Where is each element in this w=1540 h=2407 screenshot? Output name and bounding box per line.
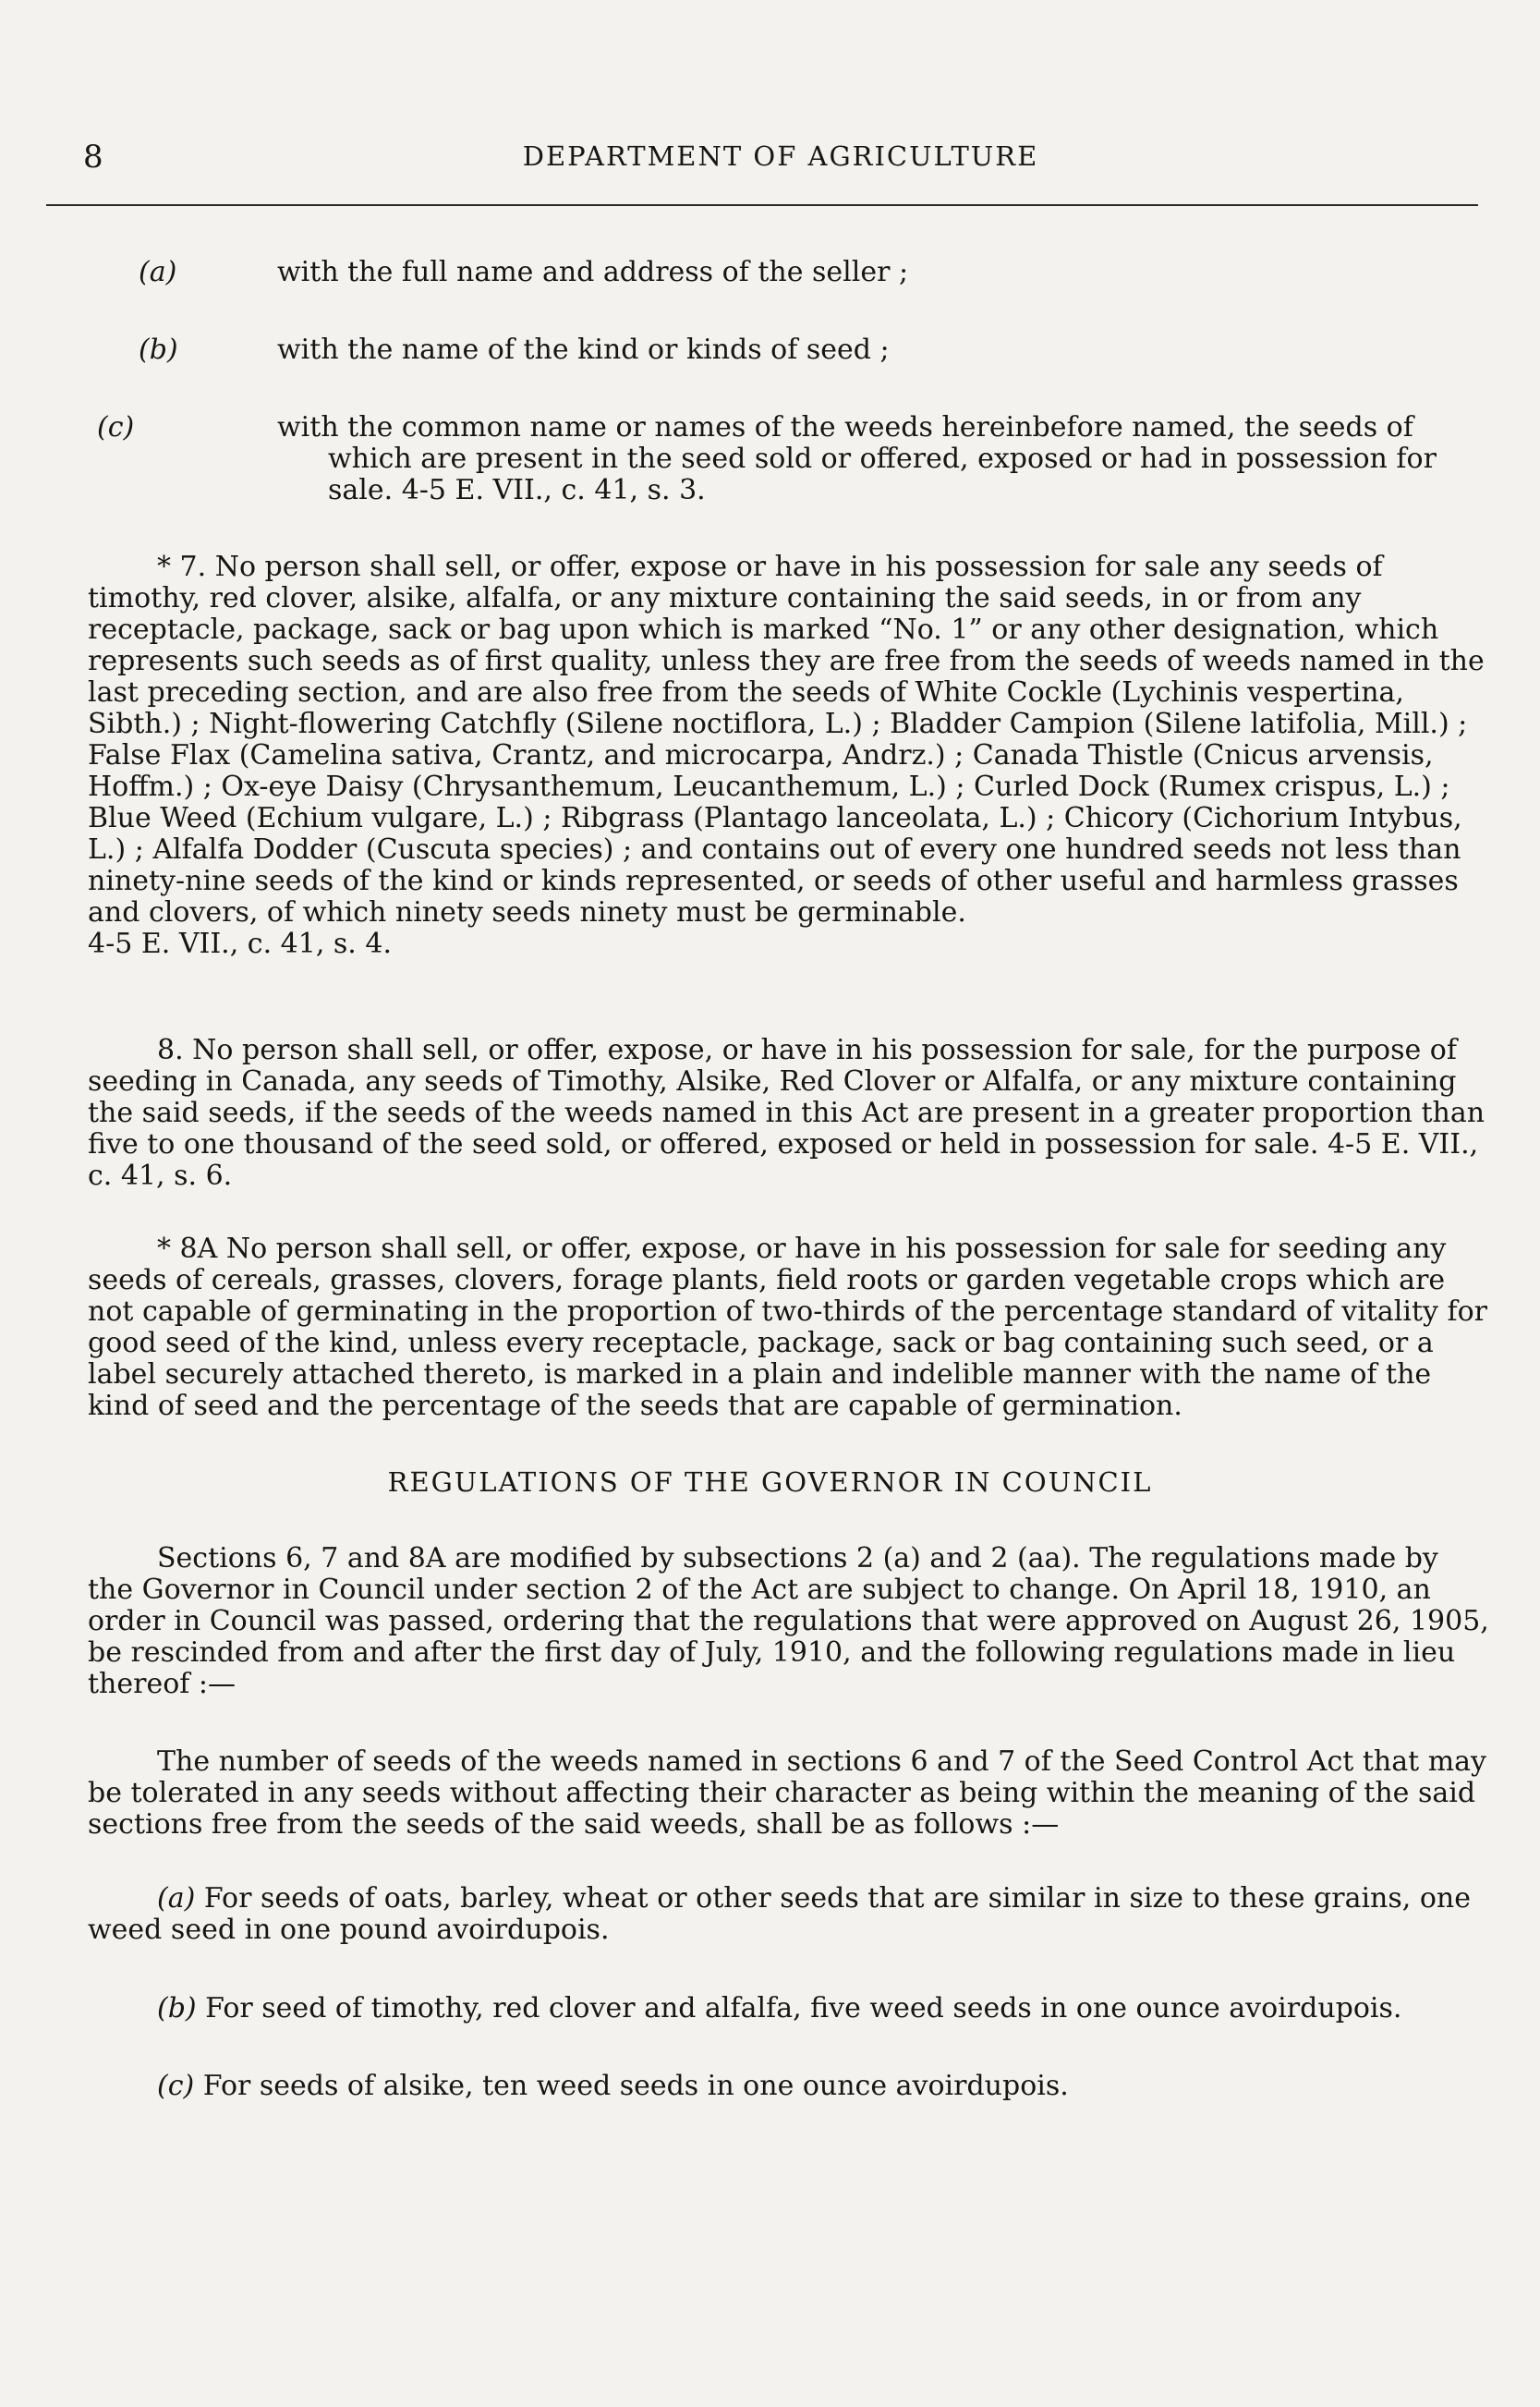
section-7 xyxy=(88,552,1492,960)
page-header xyxy=(83,139,1478,180)
regulations-heading: REGULATIONS OF THE GOVERNOR IN COUNCIL xyxy=(387,1466,1153,1498)
regulation-text: For seed of timothy, red clover and alfalfa, five weed seeds in one ounce avoirdupois. xyxy=(205,1992,1402,2024)
section-7-citation: 4-5 E. VII., c. 41, s. 4. xyxy=(88,928,393,960)
running-head: DEPARTMENT OF AGRICULTURE xyxy=(522,140,1039,172)
regulation-text: For seeds of oats, barley, wheat or other seeds that are similar in size to these grains, one weed seed in one pound avoirdupois. xyxy=(88,1882,1471,1946)
regulation-label: (c) xyxy=(157,2070,195,2102)
page-number: 8 xyxy=(83,139,103,176)
section-8a-text: * 8A No person shall sell, or offer, expose, or have in his possession for sale for seeding any seeds of cereals, grasses, clovers, forage plants, field roots or garden vegetable crops which are not capable of germinating in the proportion of two-thirds of the percentage standard of vitality for good seed of the kind, unless every receptacle, package, sack or bag containing such seed, or a label securely attached thereto, is marked in a plain and indelible manner with the name of the kind of seed and the percentage of the seeds that are capable of germination. xyxy=(88,1233,1488,1422)
section-8a xyxy=(88,1234,1492,1422)
section-8 xyxy=(88,1035,1492,1192)
regulation-item-c xyxy=(88,2071,1492,2102)
section-8-text: 8. No person shall sell, or offer, expose, or have in his possession for sale, for the purpose of seeding in Canada, any seeds of Timothy, Alsike, Red Clover or Alfalfa, or any mixture containing the said seeds, if the seeds of the weeds named in this Act are present in a greater proportion than five to one thousand of the seed sold, or offered, exposed or held in possession for sale. 4-5 E. VII., c. 41, s. 6. xyxy=(88,1034,1485,1192)
regulation-label: (b) xyxy=(157,1992,197,2024)
header-rule xyxy=(46,204,1478,206)
regulation-text: For seeds of alsike, ten weed seeds in one ounce avoirdupois. xyxy=(202,2070,1069,2102)
regulations-body xyxy=(88,1746,1492,1841)
clause-text: with the full name and address of the seller ; xyxy=(277,256,909,288)
regulation-label: (a) xyxy=(157,1882,196,1915)
clause-label: (a) xyxy=(139,256,177,288)
regulations-intro-text: Sections 6, 7 and 8A are modified by subsections 2 (a) and 2 (aa). The regulations made by the Governor in Council under section 2 of the Act are subject to change. On April 18, 1910, an order in Council was passed, ordering that the regulations that were approved on August 26, 1905, be rescinded from and after the first day of July, 1910, and the following regulations made in lieu thereof :— xyxy=(88,1542,1489,1700)
clause-a xyxy=(88,257,1492,288)
clause-c xyxy=(88,412,1492,506)
section-7-text: * 7. No person shall sell, or offer, expose or have in his possession for sale any seeds of timothy, red clover, alsike, alfalfa, or any mixture containing the said seeds, in or from any receptacle, package, sack or bag upon which is marked “No. 1” or any other designation, which represents such seeds as of first quality, unless they are free from the seeds of weeds named in the last preceding section, and are also free from the seeds of White Cockle (Lychinis vespertina, Sibth.) ; Night-flowering Catchfly (Silene noctiflora, L.) ; Bladder Campion (Silene latifolia, Mill.) ; False Flax (Camelina sativa, Crantz, and microcarpa, Andrz.) ; Canada Thistle (Cnicus arvensis, Hoffm.) ; Ox-eye Daisy (Chrysanthemum, Leucanthemum, L.) ; Curled Dock (Rumex crispus, L.) ; Blue Weed (Echium vulgare, L.) ; Ribgrass (Plantago lanceolata, L.) ; Chicory (Cichorium Intybus, L.) ; Alfalfa Dodder (Cuscuta species) ; and contains out of every one hundred seeds not less than ninety-nine seeds of the kind or kinds represented, or seeds of other useful and harmless grasses and clovers, of which ninety seeds ninety must be germinable. xyxy=(88,551,1485,929)
clause-text: with the name of the kind or kinds of seed ; xyxy=(277,334,890,366)
regulation-item-b xyxy=(88,1993,1492,2024)
regulations-intro xyxy=(88,1543,1492,1700)
regulation-item-a xyxy=(88,1883,1492,1946)
clause-text: with the common name or names of the weeds hereinbefore named, the seeds of which are present in the seed sold or offered, exposed or had in possession for sale. 4-5 E. VII., c. 41, s. 3. xyxy=(277,411,1437,506)
clause-b xyxy=(88,334,1492,366)
regulations-body-text: The number of seeds of the weeds named in sections 6 and 7 of the Seed Control Act that may be tolerated in any seeds without affecting their character as being within the meaning of the said sections free from the seeds of the said weeds, shall be as follows :— xyxy=(88,1745,1486,1841)
clause-label: (b) xyxy=(139,334,178,366)
clause-label: (c) xyxy=(97,411,135,444)
